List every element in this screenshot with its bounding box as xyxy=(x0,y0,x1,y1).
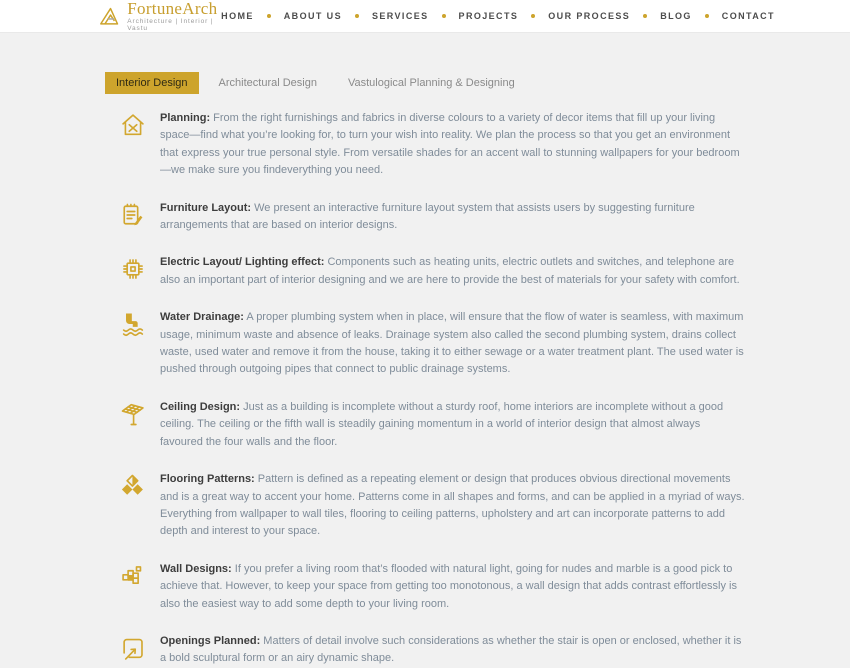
service-item-label: Flooring Patterns: xyxy=(160,473,255,486)
service-item-description: Pattern is defined as a repeating element or design that produces obvious directional movements and is a great way to accent your home. Patterns come in all shapes and forms, and can be applied in a myriad of ways. Everything from wallpaper to wall tiles, flooring to ceiling patterns, upholstery and art can incorporate patterns to add depth and interest to your space. xyxy=(160,473,745,538)
service-item-electric-layout-lighting-effect xyxy=(105,254,765,289)
service-item-description: Just as a building is incomplete without a sturdy roof, home interiors are incomplete without a good ceiling. The ceiling or the fifth wall is steadily gaining momentum in a world of interior design that almost always favoured the four walls and the floor. xyxy=(160,400,724,448)
home-plan-icon xyxy=(105,110,160,180)
service-item-description: From the right furnishings and fabrics in diverse colours to a variety of decor items that fill up your living space—find what you’re looking for, to turn your wish into reality. We plan the process so that you get an environment that express your true personal style. From versatile shades for an accent wall to stunning wallpapers for your bedroom—we make sure you findeverything you need. xyxy=(160,112,740,177)
service-item-furniture-layout xyxy=(105,200,765,235)
service-item-text xyxy=(160,633,746,668)
service-item-ceiling-design xyxy=(105,399,765,451)
service-item-label: Ceiling Design: xyxy=(160,400,241,413)
nav-item-blog[interactable]: BLOG xyxy=(660,11,692,21)
nav-item-about-us[interactable]: ABOUT US xyxy=(283,11,342,21)
gold-dot-icon xyxy=(705,14,709,18)
main-nav xyxy=(221,11,775,21)
openings-arrow-icon xyxy=(105,633,160,668)
service-item-description: We present an interactive furniture layout system that assists users by suggesting furniture arrangements that are based on interior designs. xyxy=(160,201,695,232)
service-item-text xyxy=(160,200,746,235)
logo-text xyxy=(127,0,221,32)
services-section xyxy=(0,33,850,668)
arch-triangle-icon xyxy=(98,4,120,28)
service-item-text xyxy=(160,309,746,379)
service-item-label: Planning: xyxy=(160,112,211,124)
service-item-description: A proper plumbing system when in place, will ensure that the flow of water is seamless, with maximum usage, minimum waste and absence of leaks. Drainage system also called the second plumbing system, drains collect waste, used water and remove it from the house, taking it to either sewage or a water treatment plant. The used water is pushed through outgoing pipes that connect to public drainage systems. xyxy=(160,311,744,376)
brand-tagline: Architecture | Interior | Vastu xyxy=(127,18,214,32)
water-drainage-icon xyxy=(105,309,160,379)
service-item-text xyxy=(160,561,746,613)
service-item-label: Openings Planned: xyxy=(160,634,261,647)
service-item-text xyxy=(160,399,746,451)
service-item-label: Furniture Layout: xyxy=(160,201,252,214)
service-item-text xyxy=(160,254,746,289)
service-item-water-drainage xyxy=(105,309,765,379)
site-header xyxy=(0,0,850,33)
service-item-description: Matters of detail involve such considerations as whether the stair is open or enclosed, whether it is a bold sculptural form or an airy dynamic shape. xyxy=(160,634,742,665)
gold-dot-icon xyxy=(531,14,535,18)
flooring-tiles-icon xyxy=(105,471,160,541)
nav-item-home[interactable]: HOME xyxy=(221,11,254,21)
nav-item-our-process[interactable]: OUR PROCESS xyxy=(548,11,631,21)
service-item-planning xyxy=(105,110,765,180)
service-item-label: Water Drainage: xyxy=(160,311,244,324)
gold-dot-icon xyxy=(643,14,647,18)
service-item-description: If you prefer a living room that’s flooded with natural light, going for nudes and marble is a good pick to achieve that. However, to keep your space from getting too monotonous, a wall design that adds contrast effortlessly is also the easiest way to add some depth to your living room. xyxy=(160,562,738,610)
tab-vastulogical-planning-designing[interactable]: Vastulogical Planning & Designing xyxy=(347,77,515,89)
ceiling-design-icon xyxy=(105,399,160,451)
furniture-layout-icon xyxy=(105,200,160,235)
brand-name: FortuneArch xyxy=(127,0,218,18)
nav-item-contact[interactable]: CONTACT xyxy=(721,11,775,21)
gold-dot-icon xyxy=(442,14,446,18)
service-item-text xyxy=(160,471,746,541)
service-item-flooring-patterns xyxy=(105,471,765,541)
service-item-label: Electric Layout/ Lighting effect: xyxy=(160,256,325,269)
service-item-wall-designs xyxy=(105,561,765,613)
gold-dot-icon xyxy=(355,14,359,18)
service-list xyxy=(105,110,765,668)
service-item-openings-planned xyxy=(105,633,765,668)
nav-item-services[interactable]: SERVICES xyxy=(371,11,429,21)
nav-item-projects[interactable]: PROJECTS xyxy=(458,11,519,21)
wall-blocks-icon xyxy=(105,561,160,613)
tab-architectural-design[interactable]: Architectural Design xyxy=(218,77,317,89)
service-item-text xyxy=(160,110,746,180)
service-item-description: Components such as heating units, electric outlets and switches, and telephone are also an important part of interior designing and we are here to provide the best of materials for your safety with comfort. xyxy=(160,256,740,286)
service-item-label: Wall Designs: xyxy=(160,562,232,575)
service-tabs xyxy=(105,72,765,94)
logo[interactable] xyxy=(98,0,221,32)
gold-dot-icon xyxy=(267,14,271,18)
electric-chip-icon xyxy=(105,254,160,289)
tab-interior-design[interactable]: Interior Design xyxy=(105,72,199,94)
